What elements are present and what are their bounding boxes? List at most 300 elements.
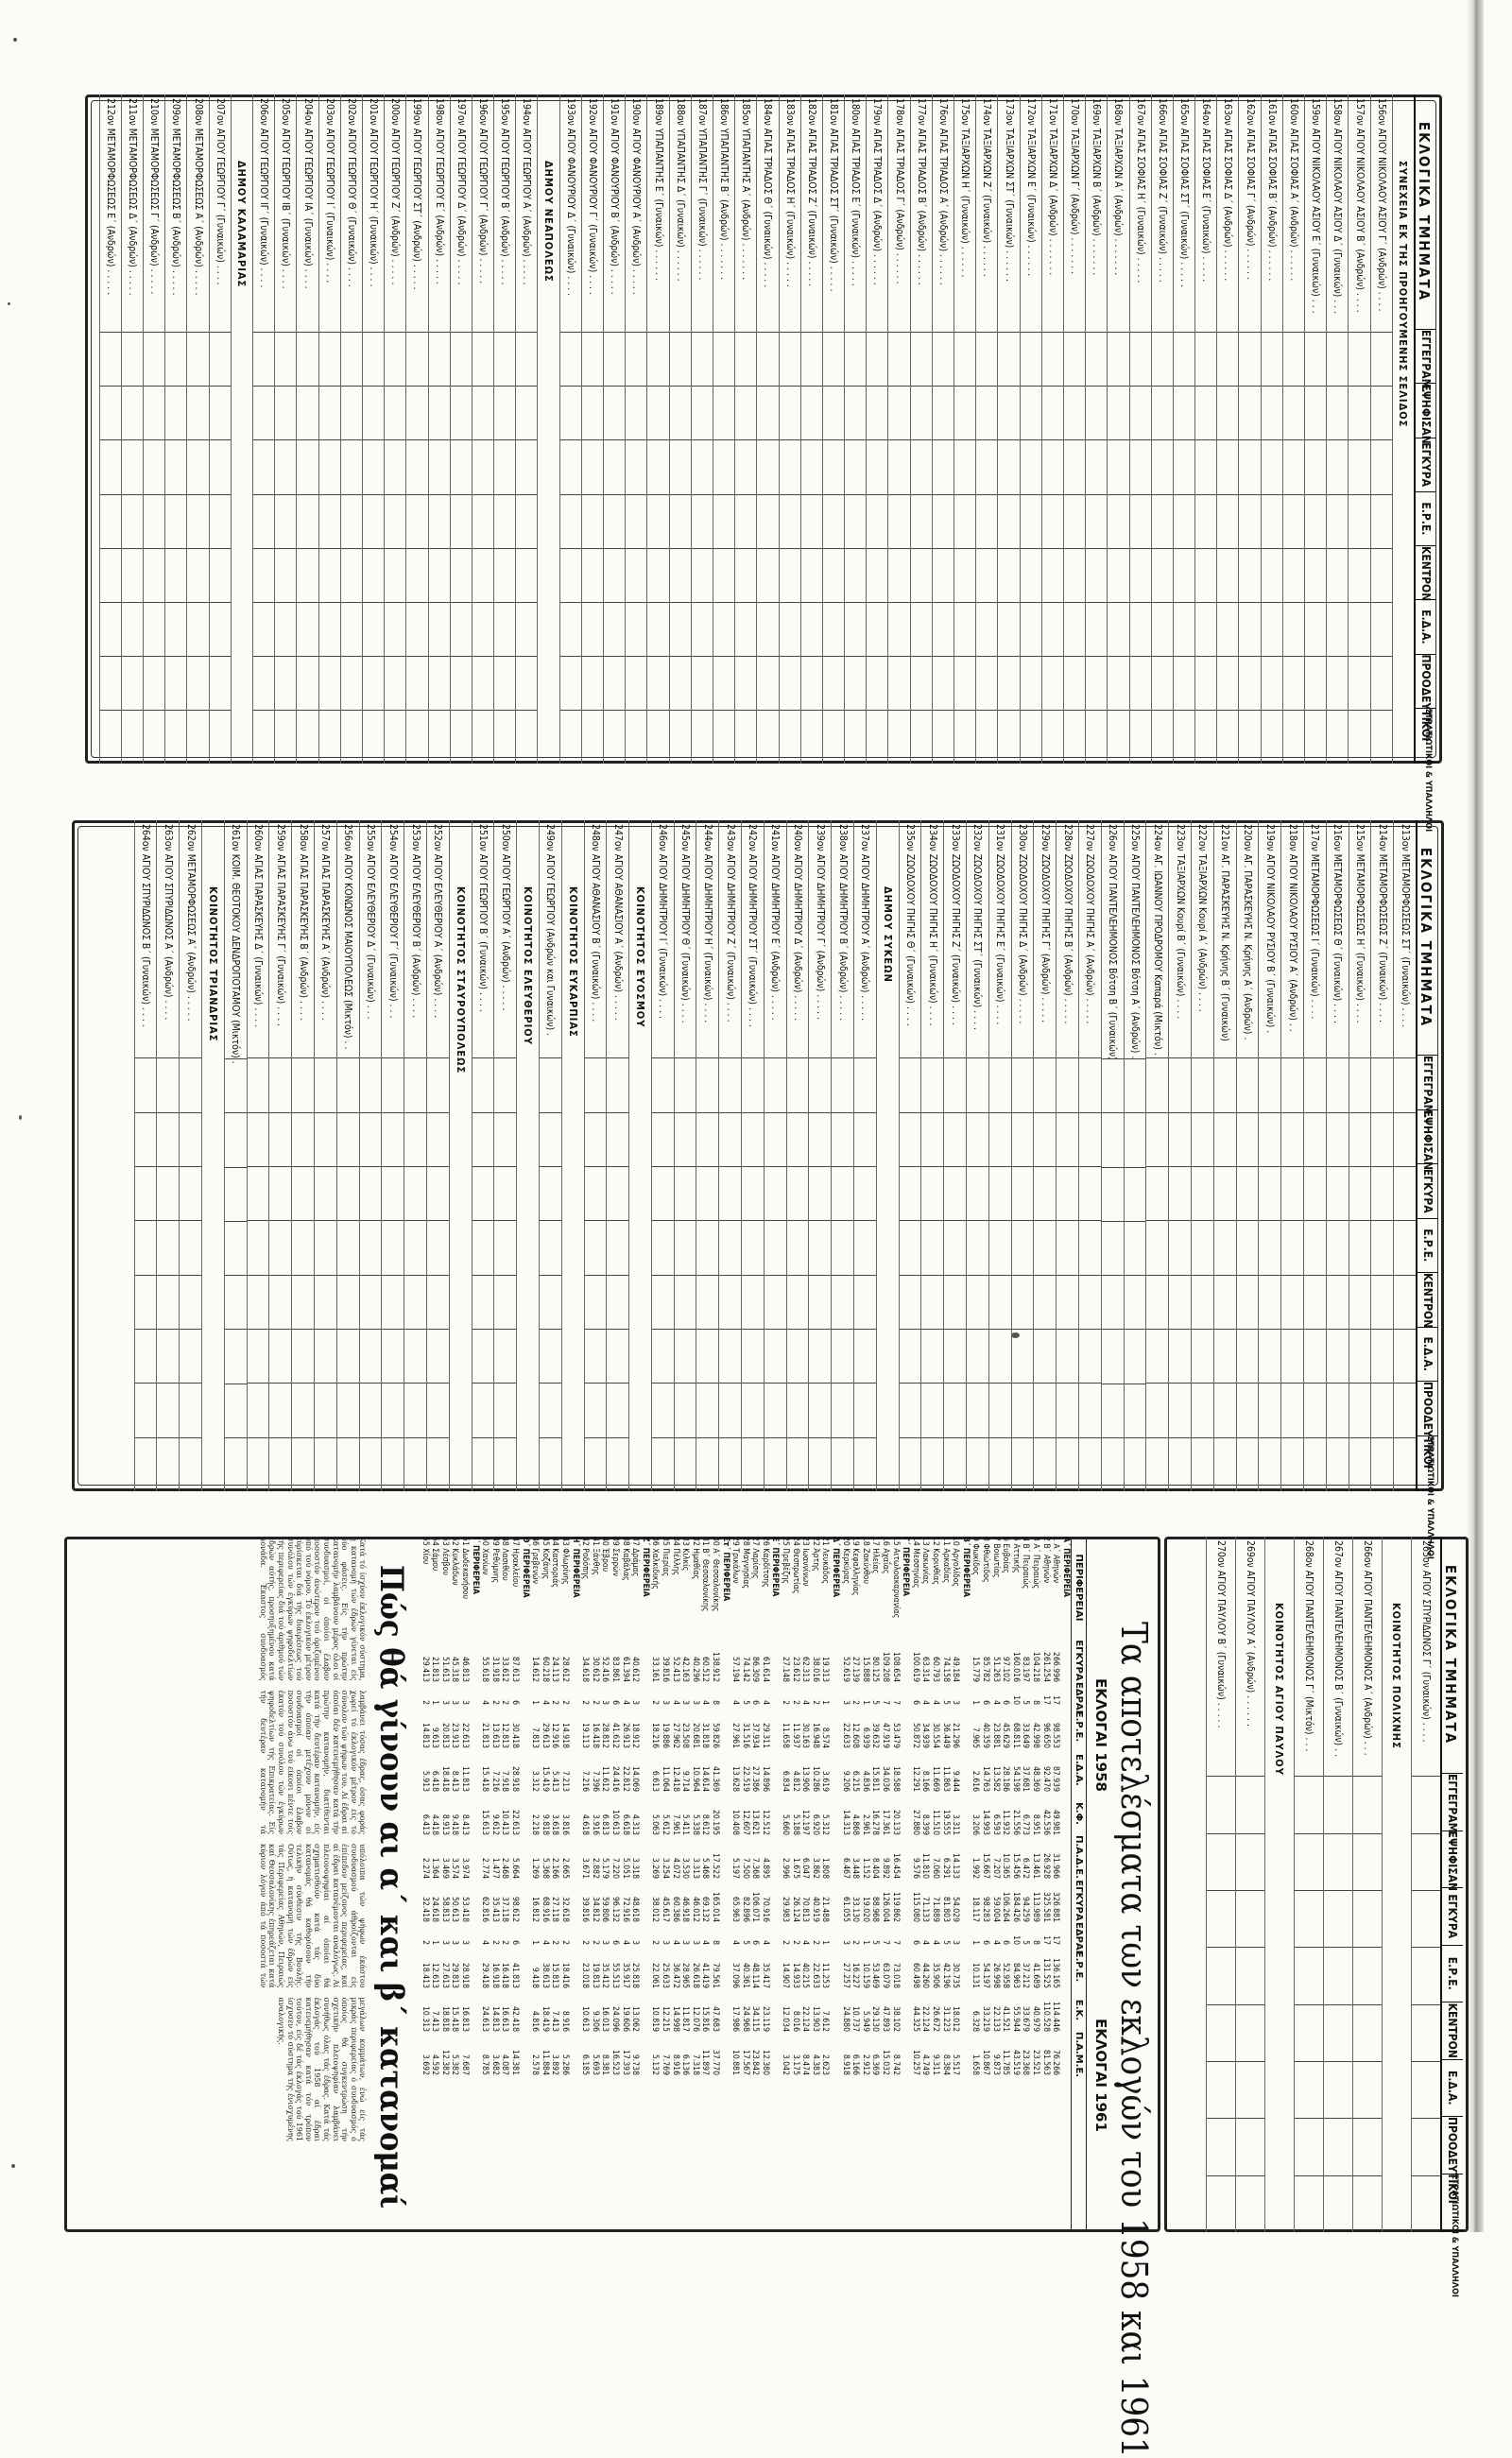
result-value: 23.612 <box>790 1656 800 1682</box>
empty-cell <box>180 1329 201 1383</box>
result-value: 7.813 <box>530 1727 541 1748</box>
result-value: 34.618 <box>580 1656 591 1682</box>
result-value: 6 <box>980 1700 990 1705</box>
empty-cell <box>1064 710 1085 764</box>
empty-cell <box>269 1329 291 1383</box>
result-value: 17.361 <box>881 1809 891 1835</box>
result-value: 2 <box>550 1940 560 1945</box>
empty-cell <box>494 1112 516 1166</box>
empty-cell <box>135 1112 157 1166</box>
table-row <box>428 95 450 764</box>
region-name: 44 Καστοριάς <box>550 1537 560 1588</box>
result-value: 60.218 <box>540 1656 550 1682</box>
empty-cell <box>1034 1383 1056 1436</box>
empty-cell <box>1012 1166 1034 1220</box>
empty-cell <box>1214 1220 1236 1274</box>
empty-cell <box>275 548 296 602</box>
table-row <box>674 820 696 1491</box>
empty-cell <box>225 1437 247 1491</box>
empty-cell <box>337 1057 359 1111</box>
result-value: 13.461 <box>1030 1852 1040 1879</box>
empty-cell <box>713 494 734 548</box>
empty-cell <box>692 602 713 656</box>
result-value: 48.369 <box>1030 1765 1040 1792</box>
empty-cell <box>787 1220 809 1274</box>
empty-cell <box>1214 1057 1236 1111</box>
result-value: 13.621 <box>750 1809 761 1835</box>
empty-cell <box>675 1220 696 1274</box>
result-value: 3.448 <box>850 1857 861 1879</box>
section-label: 264ον ΑΓΙΟΥ ΣΠΥΡΙΔΩΝΟΣ Β΄ (Γυναικών) . . . . <box>139 824 151 1027</box>
result-value: 4 <box>800 1700 811 1705</box>
result-value: 83.861 <box>610 1656 620 1682</box>
empty-cell <box>1283 386 1304 439</box>
empty-cell <box>1281 1057 1303 1111</box>
result-value: 7.216 <box>580 1770 591 1792</box>
empty-cell <box>382 1166 404 1220</box>
result-value: 2.274 <box>420 1857 430 1879</box>
empty-cell <box>1207 2061 1235 2118</box>
table-row <box>899 820 921 1491</box>
empty-cell <box>967 1166 988 1220</box>
results-row <box>890 1537 901 2232</box>
empty-cell <box>472 710 493 764</box>
empty-cell <box>801 386 822 439</box>
result-value: 2.774 <box>480 1857 490 1879</box>
result-value: 20.195 <box>710 1809 720 1835</box>
result-value: 36.449 <box>940 1722 951 1748</box>
table-row <box>920 820 943 1491</box>
section-label: 188ον ΥΠΑΠΑΝΤΗΣ Δ΄ (Γυναικών) . . . . . . <box>674 98 686 282</box>
empty-cell <box>1146 1383 1168 1436</box>
empty-cell <box>135 1329 157 1383</box>
empty-cell <box>976 548 997 602</box>
result-value: 10.131 <box>971 1962 981 1988</box>
result-value: 9.738 <box>630 2054 641 2075</box>
empty-cell <box>1130 332 1151 386</box>
empty-cell <box>1304 1220 1326 1274</box>
result-value: 24.113 <box>550 1656 560 1682</box>
empty-cell <box>427 1057 449 1111</box>
results-row <box>781 1537 791 2232</box>
empty-cell <box>854 1112 876 1166</box>
section-label: ΚΟΙΝΟΤΗΤΟΣ ΑΓΙΟΥ ΠΑΥΛΟΥ <box>1273 1603 1286 1776</box>
result-value: 5.913 <box>420 1770 430 1792</box>
section-label: 166ον ΑΓΙΑΣ ΣΟΦΙΑΣ Ζ΄ (Γυναικών) . . . . . <box>1156 98 1168 283</box>
result-value: 1.675 <box>790 1857 800 1879</box>
empty-cell <box>1174 656 1194 710</box>
result-value: 54.029 <box>951 1896 961 1922</box>
results-row <box>720 1537 730 2232</box>
table-row <box>156 820 179 1491</box>
results-col-header: Ε.Ρ.Ε. <box>1074 1951 1084 1983</box>
result-value: 165.014 <box>710 1892 720 1922</box>
empty-cell <box>1195 386 1216 439</box>
empty-cell <box>1125 1275 1146 1329</box>
empty-cell <box>472 1329 494 1383</box>
empty-cell <box>1192 1057 1213 1111</box>
empty-cell <box>900 1329 921 1383</box>
result-value: 27.386 <box>750 1765 761 1792</box>
empty-cell <box>582 656 603 710</box>
result-value: 23.508 <box>680 1722 691 1748</box>
empty-cell <box>165 548 186 602</box>
rotated-table <box>1164 1537 1469 2297</box>
empty-cell <box>472 494 493 548</box>
result-value: 14.381 <box>510 2049 521 2075</box>
empty-cell <box>1207 2175 1235 2232</box>
result-value: 30.554 <box>930 1722 940 1748</box>
empty-cell <box>921 1329 943 1383</box>
result-value: 37.934 <box>750 1722 761 1748</box>
empty-cell <box>1012 1437 1034 1491</box>
section-label: 206ον ΑΓΙΟΥ ΓΕΩΡΓΙΟΥ ΙΓ΄ (Γυναικών) . . . . <box>258 98 270 288</box>
result-value: 3.892 <box>550 2054 560 2075</box>
empty-cell <box>1102 1221 1124 1275</box>
elections-1958-label: ΕΚΛΟΓΑΙ 1958 <box>1092 1678 1109 1792</box>
empty-cell <box>1152 548 1173 602</box>
result-value: 10.257 <box>910 2049 920 2075</box>
result-value: 28.812 <box>600 1722 610 1748</box>
result-value: 33.130 <box>850 1896 861 1922</box>
result-value: 29.813 <box>450 1962 460 1988</box>
result-value: 6.185 <box>580 2054 591 2075</box>
results-row <box>831 1537 841 2232</box>
results-row <box>960 1537 971 2232</box>
empty-cell <box>404 1437 426 1491</box>
result-value: 98.283 <box>980 1896 990 1922</box>
result-value: 82.896 <box>740 1896 750 1922</box>
region-name: Στ΄ ΠΕΡΙΦΕΡΕΙΑ <box>720 1537 730 1602</box>
result-value: 7.396 <box>590 1770 600 1792</box>
result-value: 47.919 <box>881 1722 891 1748</box>
result-value: 104.218 <box>1030 1652 1040 1682</box>
result-value: 70.813 <box>800 1896 811 1922</box>
empty-cell <box>382 1220 404 1274</box>
empty-cell <box>1283 710 1304 764</box>
empty-cell <box>697 1220 719 1274</box>
empty-cell <box>787 1112 809 1166</box>
region-name: 32 Ημαθίας <box>690 1537 700 1580</box>
empty-cell <box>1214 1437 1236 1491</box>
result-value: 8 <box>1030 1700 1040 1705</box>
result-value: 20.133 <box>890 1809 901 1835</box>
result-value: 7.612 <box>820 2010 831 2032</box>
empty-cell <box>585 1057 607 1111</box>
header-registered: ΕΓΓΕΓΡΑΜ. <box>1418 1056 1438 1110</box>
result-value: 15.418 <box>480 1765 490 1792</box>
empty-cell <box>780 494 800 548</box>
result-value: 2 <box>810 1940 820 1945</box>
empty-cell <box>1412 1833 1440 1890</box>
section-label: 248ον ΑΓΙΟΥ ΑΘΑΝΑΣΙΟΥ Β΄ (Γυναικών) . . . . <box>589 824 601 1023</box>
empty-cell <box>269 1275 291 1329</box>
empty-cell <box>1237 1166 1259 1220</box>
empty-cell <box>429 656 450 710</box>
result-value: 3 <box>690 1700 700 1705</box>
empty-cell <box>867 439 887 493</box>
results-row <box>1001 1537 1011 2232</box>
empty-cell <box>135 1166 157 1220</box>
result-value: 31.818 <box>700 1722 711 1748</box>
result-value: 9.613 <box>430 1727 440 1748</box>
empty-cell <box>360 1220 382 1274</box>
empty-cell <box>1057 1383 1078 1436</box>
empty-cell <box>626 494 646 548</box>
empty-cell <box>122 332 143 386</box>
empty-cell <box>1240 439 1261 493</box>
result-value: 21.296 <box>951 1722 961 1748</box>
empty-cell <box>157 1275 179 1329</box>
result-value: 13.628 <box>730 1765 741 1792</box>
section-label: 194ον ΑΓΙΟΥ ΓΕΩΡΓΙΟΥ Α΄ (Ανδρών) . . . . . <box>521 98 533 285</box>
section-label: 212ον ΜΕΤΑΜΟΡΦΩΣΕΩΣ Ε΄ (Ανδρών) . . . . . <box>104 98 116 296</box>
region-name: 1 Α΄ Αθηνών <box>1051 1537 1061 1584</box>
empty-cell <box>823 386 844 439</box>
empty-cell <box>100 494 121 548</box>
result-value: 3 <box>660 1700 670 1705</box>
section-label: 267ον ΑΓΙΟΥ ΠΑΝΤΕΛΕΗΜΟΝΟΣ Β΄ (Γυναικών) . . <box>1332 1540 1344 1758</box>
empty-cell <box>1102 1058 1124 1112</box>
empty-cell <box>801 332 822 386</box>
results-row <box>530 1537 541 2232</box>
result-value: 6.418 <box>430 1770 440 1792</box>
empty-cell <box>1304 1383 1326 1436</box>
empty-cell <box>385 548 405 602</box>
empty-cell <box>341 494 362 548</box>
table-row <box>1206 1537 1235 2232</box>
empty-cell <box>1327 1329 1349 1383</box>
result-value: 37.681 <box>1021 1765 1031 1792</box>
empty-cell <box>1349 386 1369 439</box>
empty-cell <box>1169 1329 1191 1383</box>
result-value: 2 <box>781 1940 791 1945</box>
empty-cell <box>429 439 450 493</box>
result-value: 1.477 <box>490 1857 500 1879</box>
empty-cell <box>1214 1383 1236 1436</box>
result-value: 115.080 <box>910 1892 920 1922</box>
empty-cell <box>1283 494 1304 548</box>
results-row <box>911 1537 921 2232</box>
table-row <box>1349 820 1371 1491</box>
result-value: 266.996 <box>1051 1652 1061 1682</box>
results-row <box>430 1537 440 2232</box>
result-value: 72.916 <box>620 1896 630 1922</box>
empty-cell <box>516 332 537 386</box>
empty-cell <box>697 1437 719 1491</box>
empty-cell <box>1281 1437 1303 1491</box>
results-row <box>990 1537 1001 2232</box>
result-value: 6 <box>1001 1940 1011 1945</box>
result-value: 6.413 <box>420 1813 430 1835</box>
result-value: 15.418 <box>450 2005 460 2032</box>
result-value: 3 <box>630 1940 641 1945</box>
empty-cell <box>1169 1275 1191 1329</box>
result-value: 18.416 <box>560 1962 571 1988</box>
result-value: 5.368 <box>540 1857 550 1879</box>
result-value: 12.034 <box>781 2005 791 2032</box>
empty-cell <box>122 710 143 764</box>
empty-cell <box>647 656 668 710</box>
result-value: 3.311 <box>951 1813 961 1835</box>
empty-cell <box>516 602 537 656</box>
result-value: 1 <box>530 1940 541 1945</box>
empty-cell <box>1169 1057 1191 1111</box>
result-value: 4.749 <box>920 2054 931 2075</box>
empty-cell <box>604 710 625 764</box>
result-value: 10.737 <box>850 2005 861 2032</box>
empty-cell <box>692 656 713 710</box>
result-value: 4 <box>730 1700 741 1705</box>
result-value: 74.158 <box>940 1656 951 1682</box>
empty-cell <box>1327 1437 1349 1491</box>
empty-cell <box>494 1329 516 1383</box>
empty-cell <box>944 1437 966 1491</box>
result-value: 2 <box>490 1700 500 1705</box>
empty-cell <box>1349 1383 1371 1436</box>
table-row <box>1151 95 1173 764</box>
result-value: 5 <box>870 1700 881 1705</box>
section-label: 163ον ΑΓΙΑΣ ΣΟΦΙΑΣ Δ΄ (Ανδρών) . . . . . . <box>1222 98 1234 282</box>
region-name: 24 Θεσπρωτίας <box>790 1537 800 1594</box>
empty-cell <box>406 494 427 548</box>
result-value: 62.816 <box>480 1896 490 1922</box>
empty-cell <box>757 656 778 710</box>
empty-cell <box>1262 494 1282 548</box>
result-value: 39.632 <box>870 1722 881 1748</box>
empty-cell <box>404 1220 426 1274</box>
result-value: 8.742 <box>890 2054 901 2075</box>
result-value: 61.055 <box>840 1896 850 1922</box>
region-name: Γ΄ ΠΕΡΙΦΕΡΕΙΑ <box>901 1537 911 1596</box>
empty-cell <box>1236 1833 1264 1890</box>
header-kentron: ΚΕΝΤΡΟΝ <box>1442 2002 1463 2060</box>
result-value: 12.382 <box>439 2049 450 2075</box>
result-value: 19.313 <box>820 1656 831 1682</box>
empty-cell <box>889 656 910 710</box>
empty-cell <box>210 548 231 602</box>
results-panel <box>64 1537 1160 2458</box>
empty-cell <box>742 1166 764 1220</box>
empty-cell <box>1102 1112 1124 1166</box>
empty-cell <box>385 494 405 548</box>
table-row <box>1124 820 1146 1491</box>
result-value: 3.619 <box>820 1770 831 1792</box>
result-value: 21.813 <box>480 1722 490 1748</box>
empty-cell <box>1012 1057 1034 1111</box>
section-label: 262ον ΜΕΤΑΜΟΡΦΩΣΕΩΣ Α΄ (Ανδρών) . . . . . <box>184 824 197 1022</box>
header-sections: ΕΚΛΟΓΙΚΑ ΤΜΗΜΑΤΑ <box>1442 1537 1463 1774</box>
result-value: 4.812 <box>790 1770 800 1792</box>
empty-cell <box>976 494 997 548</box>
table-row <box>866 95 887 764</box>
table-row <box>99 95 121 764</box>
empty-cell <box>1305 386 1326 439</box>
results-row <box>450 1537 460 2232</box>
empty-cell <box>1283 656 1304 710</box>
result-value: 6.939 <box>860 1727 870 1748</box>
empty-cell <box>341 710 362 764</box>
empty-cell <box>1042 548 1063 602</box>
result-value: 4.618 <box>580 1813 591 1835</box>
result-value: 63.079 <box>881 1962 891 1988</box>
section-label: 186ον ΥΠΑΠΑΝΤΗΣ Β΄ (Ανδρών) . . . . . . . <box>718 98 730 281</box>
region-name: 50 Χανίων <box>480 1537 490 1575</box>
result-value: 14.763 <box>980 1765 990 1792</box>
result-value: 14.993 <box>980 1809 990 1835</box>
empty-cell <box>1349 710 1369 764</box>
empty-cell <box>315 1383 336 1436</box>
empty-cell <box>122 439 143 493</box>
empty-cell <box>315 1166 336 1220</box>
empty-cell <box>697 1275 719 1329</box>
table-row <box>381 820 404 1491</box>
table-row <box>779 95 800 764</box>
result-value: 11.817 <box>680 2005 691 2032</box>
result-value: 2 <box>420 1940 430 1945</box>
result-value: 7.413 <box>430 2010 440 2032</box>
empty-cell <box>1259 1220 1280 1274</box>
result-value: 14.933 <box>790 1962 800 1988</box>
section-label: 238ον ΑΓΙΟΥ ΔΗΜΗΤΡΙΟΥ Β΄ (Ανδρών) . . . . . <box>836 824 849 1022</box>
results-row <box>610 1537 621 2232</box>
empty-cell <box>297 386 318 439</box>
empty-cell <box>1169 1437 1191 1491</box>
result-value: 184.426 <box>1010 1892 1021 1922</box>
empty-cell <box>1236 1776 1264 1832</box>
result-value: 48.618 <box>630 1896 641 1922</box>
empty-cell <box>735 602 756 656</box>
empty-cell <box>1281 1220 1303 1274</box>
result-value: 40.296 <box>690 1656 700 1682</box>
results-row <box>811 1537 821 2232</box>
result-value: 34.036 <box>881 1765 891 1792</box>
empty-cell <box>1169 1383 1191 1436</box>
empty-cell <box>845 656 866 710</box>
empty-cell <box>1214 1166 1236 1220</box>
empty-cell <box>1327 1166 1349 1220</box>
result-value: 59.826 <box>710 1722 720 1748</box>
empty-cell <box>360 1437 382 1491</box>
empty-cell <box>1146 1057 1168 1111</box>
empty-cell <box>742 1112 764 1166</box>
empty-cell <box>341 656 362 710</box>
section-label: 184ον ΑΓΙΑΣ ΤΡΙΑΔΟΣ Θ΄ (Γυναικών) . . . . . <box>762 98 774 288</box>
empty-cell <box>1236 2118 1264 2174</box>
empty-cell <box>1064 602 1085 656</box>
table-row <box>1191 820 1213 1491</box>
region-name: 17 Ηλείας <box>870 1537 881 1574</box>
empty-cell <box>1086 494 1107 548</box>
empty-cell <box>382 1112 404 1166</box>
empty-cell <box>967 1383 988 1436</box>
result-value: 57.194 <box>730 1656 741 1682</box>
result-value: 1.658 <box>971 2054 981 2075</box>
empty-cell <box>1217 548 1238 602</box>
empty-cell <box>652 1112 674 1166</box>
empty-cell <box>144 656 164 710</box>
section-label: 187ον ΥΠΑΠΑΝΤΗΣ Γ΄ (Γυναικών) . . . . . . <box>696 98 708 281</box>
empty-cell <box>1240 656 1261 710</box>
section-label: 268ον ΑΓΙΟΥ ΠΑΝΤΕΛΕΗΜΟΝΟΣ Γ΄ (Μικτόν) . . . <box>1303 1540 1314 1752</box>
result-value: 22.613 <box>510 1809 521 1835</box>
empty-cell <box>604 656 625 710</box>
empty-cell <box>472 439 493 493</box>
result-value: 85.782 <box>980 1656 990 1682</box>
result-value: 2 <box>790 1940 800 1945</box>
empty-cell <box>188 548 209 602</box>
empty-cell <box>854 1057 876 1111</box>
